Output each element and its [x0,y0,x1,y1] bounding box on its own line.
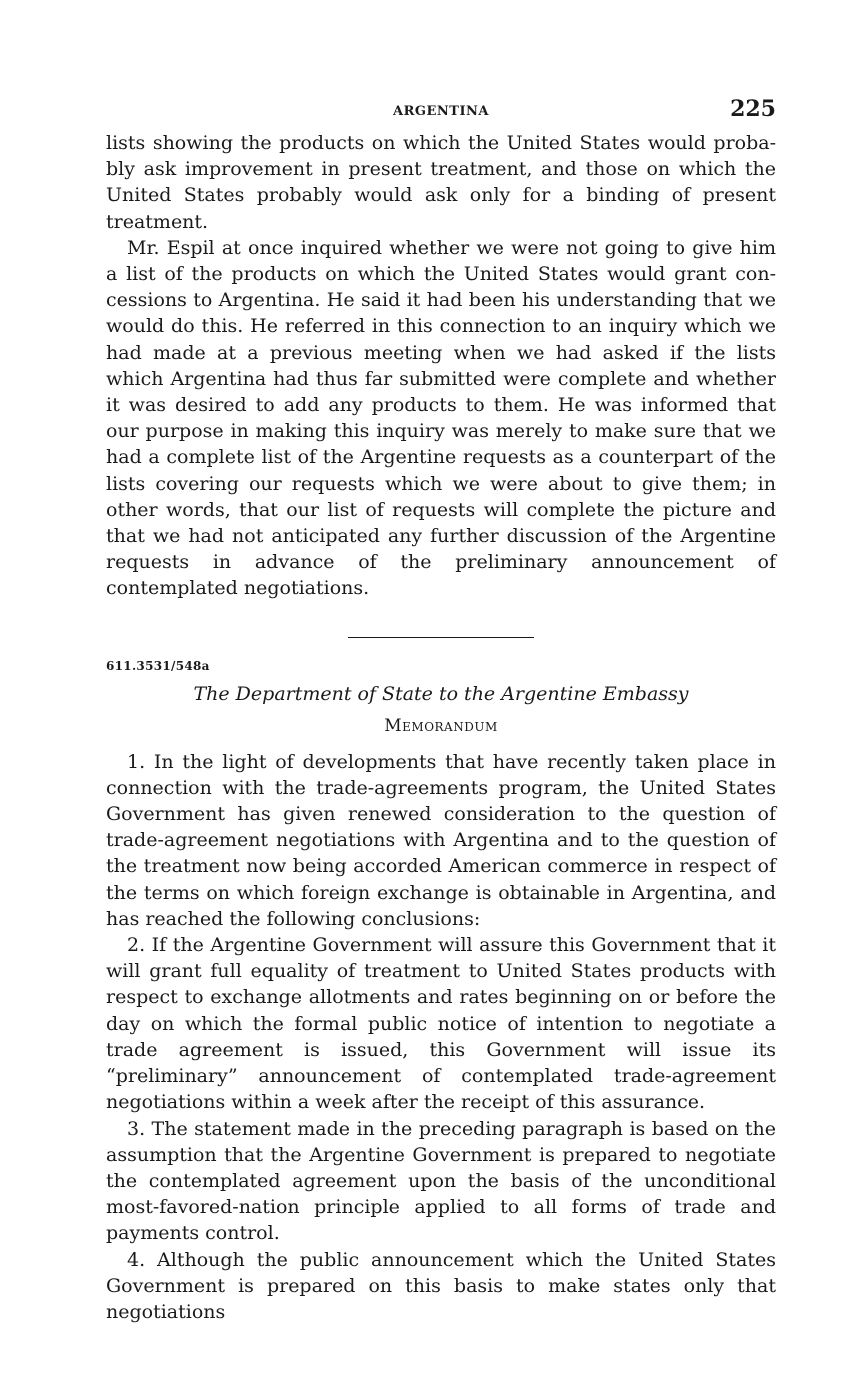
memo-paragraph: 4. Although the public announcement which the United States Government is prepared on this basis to make states only that negotiations [106,1248,776,1323]
running-header [106,96,776,130]
document-title: The Department of State to the Argentine Embassy [193,682,689,705]
memo-paragraph: 1. In the light of developments that have recently taken place in connection with the trade-agreements program, the United States Government has given renewed consideration to the question of trade-agreement negotiations with Argentina and to the question of the treatment now being accorded American commerce in respect of the terms on which foreign exchange is obtainable in Argentina, and has reached the following conclusions: [106,750,776,930]
running-title: ARGENTINA [392,104,489,119]
intro-section [106,130,776,602]
memorandum-heading: Memorandum [384,715,498,736]
intro-paragraph: Mr. Espil at once inquired whether we were not going to give him a list of the products on which the United States would grant concessions to Argentina. He said it had been his understanding that we would do this. He referred in this connection to an inquiry which we had made at a previous meeting when we had asked if the lists which Argentina had thus far submitted were complete and whether it was desired to add any products to them. He was informed that our purpose in making this inquiry was merely to make sure that we had a complete list of the Argentine requests as a counterpart of the lists covering our requests which we were about to give them; in other words, that our list of requests will complete the picture and that we had not anticipated any further discussion of the Argentine requests in advance of the preliminary announcement of contemplated negotiations. [106,236,776,600]
page-number: 225 [730,96,776,122]
document-page [106,96,776,1325]
memo-paragraph: 3. The statement made in the preceding paragraph is based on the assumption that the Argentine Government is prepared to negotiate the contemplated agreement upon the basis of the unconditional most-favored-nation principle applied to all forms of trade and payments control. [106,1117,776,1245]
intro-paragraph: lists showing the products on which the United States would probably ask improvement in present treatment, and those on which the United States probably would ask only for a binding of present treatment. [106,132,776,233]
file-number: 611.3531/548a [106,658,210,673]
section-divider [348,637,534,638]
memorandum-body [106,749,776,1325]
memo-paragraph: 2. If the Argentine Government will assure this Government that it will grant full equality of treatment to United States products with respect to exchange allotments and rates beginning on or before the day on which the formal public notice of intention to negotiate a trade agreement is issued, this Government will issue its “preliminary” announcement of contemplated trade-agreement negotiations within a week after the receipt of this assurance. [106,934,776,1114]
